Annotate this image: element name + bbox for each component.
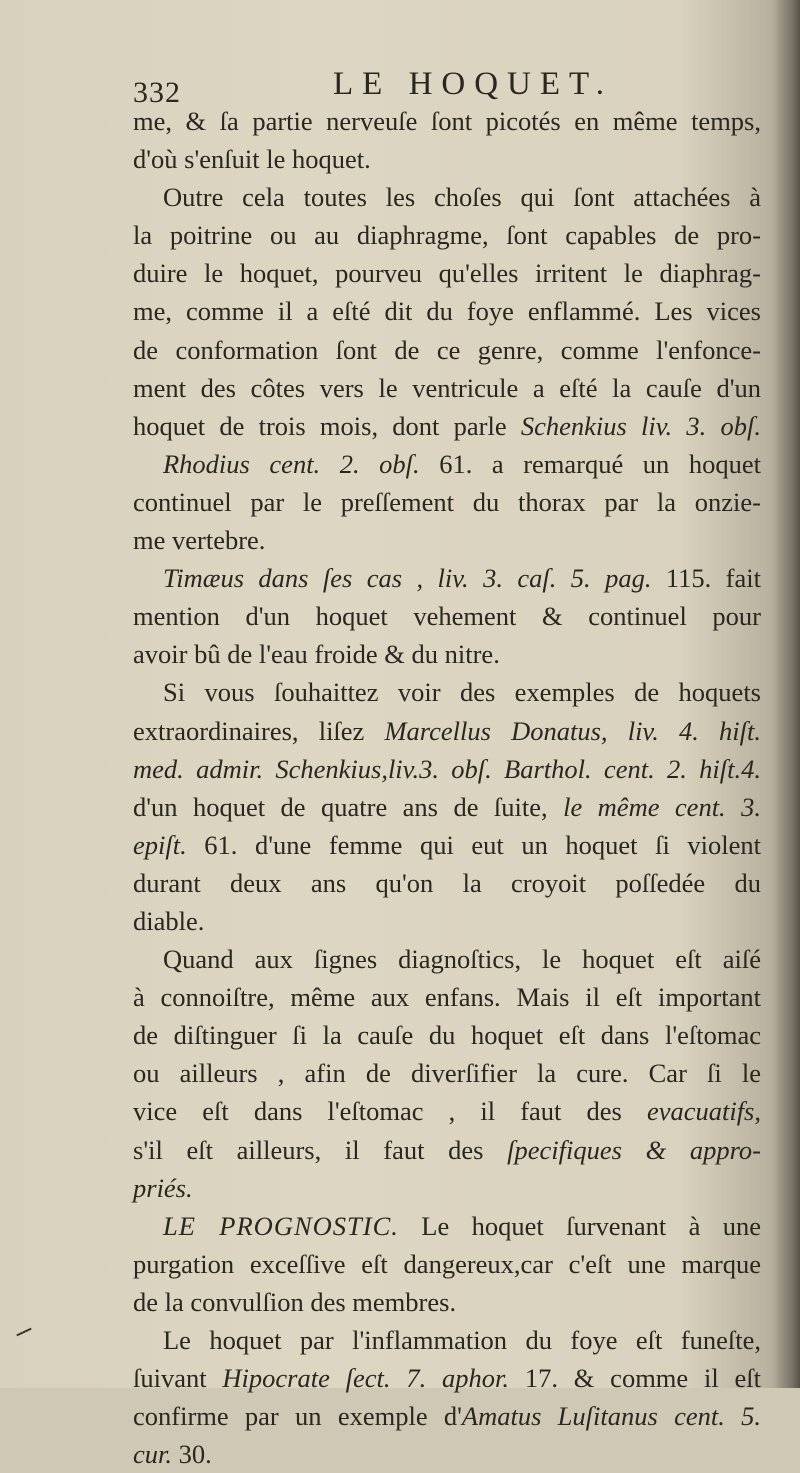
text-line: ſuivant Hipocrate ſect. 7. aphor. 17. & comme il eſt (133, 1363, 761, 1394)
text-line: continuel par le preſſement du thorax par la onzie- (133, 486, 761, 517)
text-line: me, & ſa partie nerveuſe ſont picotés en même temps, (133, 106, 761, 136)
text-line: de diſtinguer ſi la cauſe du hoquet eſt dans l'eſtomac (133, 1020, 761, 1051)
text-line: purgation exceſſive eſt dangereux,car c'eſt une marque (133, 1248, 761, 1279)
text-line: extraordinaires, liſez Marcellus Donatus, liv. 4. hiſt. (133, 715, 761, 746)
text-line: Le hoquet par l'inflammation du foye eſt funeſte, (163, 1325, 761, 1355)
text-line: diable. (133, 905, 205, 936)
text-line: ment des côtes vers le ventricule a eſté la cauſe d'un (133, 372, 761, 403)
text-line: de la convulſion des membres. (133, 1286, 457, 1317)
text-line: priés. (133, 1172, 193, 1203)
text-line: med. admir. Schenkius,liv.3. obſ. Barthol. cent. 2. hiſt.4. (133, 753, 761, 784)
running-title: LE HOQUET. (333, 66, 614, 102)
text-line: Rhodius cent. 2. obſ. 61. a remarqué un hoquet (163, 448, 761, 479)
text-line: Quand aux ſignes diagnoſtics, le hoquet eſt aiſé (163, 944, 761, 975)
text-line: vice eſt dans l'eſtomac , il faut des evacuatifs, (133, 1096, 761, 1127)
text-line: cur. 30. (133, 1439, 212, 1470)
text-line: la poitrine ou au diaphragme, ſont capables de pro- (133, 220, 761, 251)
text-line: Outre cela toutes les choſes qui ſont attachées à (163, 182, 761, 213)
binding-shadow (774, 0, 800, 1388)
text-line: s'il eſt ailleurs, il faut des ſpecifiques & appro- (133, 1134, 761, 1165)
body-text (133, 102, 761, 1473)
text-line: à connoiſtre, même aux enfans. Mais il eſt important (133, 982, 761, 1013)
text-line: de conformation ſont de ce genre, comme l'enfonce- (133, 334, 761, 365)
text-line: d'un hoquet de quatre ans de ſuite, le même cent. 3. (133, 791, 761, 822)
text-line: me, comme il a eſté dit du foye enflammé. Les vices (133, 296, 761, 327)
text-line: mention d'un hoquet vehement & continuel pour (133, 601, 761, 632)
text-line: duire le hoquet, pourveu qu'elles irritent le diaphrag- (133, 258, 761, 289)
text-line: epiſt. 61. d'une femme qui eut un hoquet ſi violent (133, 829, 761, 860)
text-line: confirme par un exemple d'Amatus Luſitanus cent. 5. (133, 1401, 761, 1432)
text-line: durant deux ans qu'on la croyoit poſſedée du (133, 867, 761, 898)
text-line: me vertebre. (133, 525, 266, 556)
text-line: hoquet de trois mois, dont parle Schenkius liv. 3. obſ. (133, 410, 761, 441)
text-line: avoir bû de l'eau froide & du nitre. (133, 639, 500, 670)
text-line: ou ailleurs , afin de diverſifier la cure. Car ſi le (133, 1058, 761, 1089)
text-line: d'où s'enſuit le hoquet. (133, 144, 371, 175)
ink-mark (10, 1325, 32, 1337)
text-line: Si vous ſouhaittez voir des exemples de hoquets (163, 677, 761, 708)
page-number: 332 (133, 76, 181, 109)
text-line: Timæus dans ſes cas , liv. 3. caſ. 5. pag. 115. fait (163, 563, 761, 594)
text-line: LE PROGNOSTIC. Le hoquet ſurvenant à une (163, 1210, 761, 1241)
